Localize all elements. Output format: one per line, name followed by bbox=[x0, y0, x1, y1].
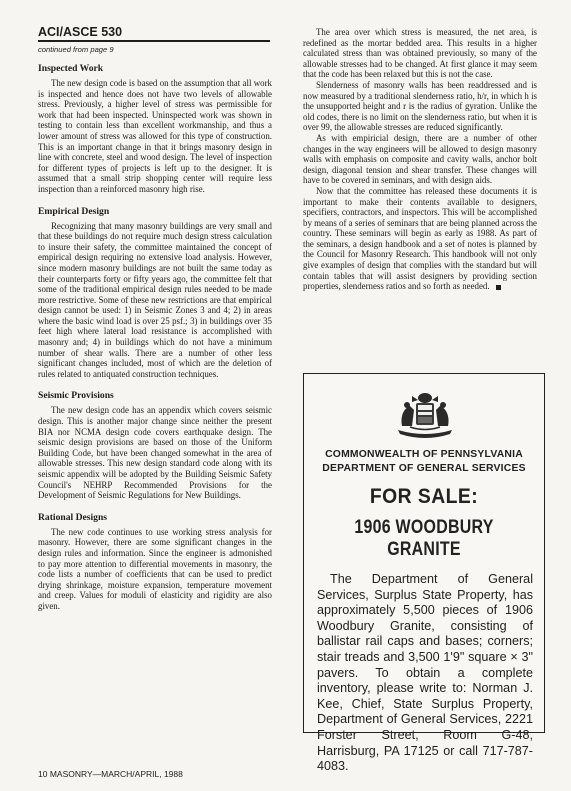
agency-name: COMMONWEALTH OF PENNSYLVANIA bbox=[325, 449, 523, 460]
section-heading: Rational Designs bbox=[38, 511, 108, 523]
paragraph-final bbox=[303, 186, 537, 292]
section-inspected-work bbox=[38, 63, 272, 195]
section-title: ACI/ASCE 530 bbox=[38, 25, 270, 42]
section-heading: Empirical Design bbox=[38, 205, 110, 217]
paragraph: The area over which stress is measured, the net area, is redefined as the mortar bedded area. This results in a higher calculated stress than was obtained previously, so many of the allowable stresses had to be changed. At first glance it may seem that the code has been relaxed but this is not the case. bbox=[303, 27, 537, 80]
section-heading: Inspected Work bbox=[38, 63, 104, 74]
for-sale-heading: FOR SALE: bbox=[369, 485, 479, 508]
ad-body-text: The Department of General Services, Surplus State Property, has approximately 5,500 pieces of 1906 Woodbury Granite, consisting of ballistar rail caps and bases; corners; stair treads and 3,500 1'9" square × 3" pavers. To obtain a complete inventory, please write to: Norman J. Kee, Chief, State Surplus Property, Department of General Services, 2221 Forster Street, Room G-48, Harrisburg, PA 17125 or call 717-787-4083. bbox=[317, 572, 533, 774]
paragraph: Slenderness of masonry walls has been readdressed and is now measured by a traditional slenderness ratio, h/r, in which h is the unsupported height and r is the radius of gyration. Unlike the old codes, there is no limit on the slenderness ratio, but when it is over 99, the allowable stresses are reduced significantly. bbox=[303, 79, 537, 133]
department-name: DEPARTMENT OF GENERAL SERVICES bbox=[322, 463, 526, 474]
paragraph: The new design code has an appendix which covers seismic design. This is another major change since neither the present BIA nor NCMA design code covers earthquake design. The seismic design provisions are based on those of the Uniform Building Code, but have been changed somewhat in the area of allowable stresses. This new design standard code along with its seismic appendix will be adopted by the Building Seismic Safety Council's NEHRP Recommended Provisions for the Development of Seismic Regulations for New Buildings. bbox=[38, 405, 272, 501]
page-footer: 10 MASONRY—MARCH/APRIL, 1988 bbox=[38, 769, 183, 779]
product-heading: 1906 WOODBURY GRANITE bbox=[354, 517, 494, 560]
end-mark-icon bbox=[496, 285, 501, 290]
continued-note: continued from page 9 bbox=[38, 45, 114, 54]
paragraph: The new code continues to use working stress analysis for masonry. However, there are some significant changes in the design rules and information. Since the engineer is admonished to pay more attention to differential movements in masonry, the code lists a number of coefficients that can be used to predict drying shrinkage, moisture expansion, temperature movement and creep. Values for moduli of elasticity and rigidity are also given. bbox=[38, 526, 272, 611]
for-sale-advertisement bbox=[303, 373, 545, 774]
section-seismic-provisions bbox=[38, 390, 272, 500]
pennsylvania-coat-of-arms-icon bbox=[392, 388, 458, 440]
section-heading: Seismic Provisions bbox=[38, 390, 114, 402]
section-empirical-design bbox=[38, 206, 272, 380]
section-rational-designs bbox=[38, 512, 272, 612]
right-column bbox=[303, 27, 537, 292]
paragraph: As with empiricial design, there are a number of other changes in the way engineers will be allowed to design masonry walls with emphasis on composite and cavity walls, anchor bolt design, diagonal tension and shear transfer. These changes will have to be covered in seminars, and with design aids. bbox=[303, 132, 537, 186]
paragraph: Recognizing that many masonry buildings are very small and that these buildings do not require much design stress calculation to insure their safety, the committee maintained the concept of empirical design requiring no extensive load analysis. However, since modern masonry buildings are not built the same today as their counterparts forty or fifty years ago, the committee felt that some of the traditional empirical design rules needed to be made more restrictive. Some of these new restrictions are that empirical design cannot be used: 1) in Seismic Zones 3 and 4; 2) in areas where the basic wind load is over 25 psf.; 3) in buildings over 35 feet high where lateral load resistance is accomplished with masonry and; 4) in buildings which do not have a minimum number of shear walls. There are a number of other less significant changes included, most of which are the deletion of rules related to antiquated construction techniques. bbox=[38, 220, 272, 379]
left-column bbox=[38, 25, 272, 623]
paragraph: The new design code is based on the assumption that all work is inspected and hence does not have two levels of allowable stress. Previously, a higher level of stress was permissible for work that had been inspected. Uninspected work was shown in testing to contain less than excellent workmanship, and thus a lower amount of stress was allowed for this type of construction. This is an important change in that it brings masonry design in line with concrete, steel and wood design. The level of inspection for different types of projects is left up to the designer. It is assumed that a small strip shopping center will require less inspection than a reinforced masonry high rise. bbox=[38, 78, 272, 194]
paragraph-text: Now that the committee has released these documents it is important to make their contents available to designers, specifiers, contractors, and inspectors. This will be accomplished by means of a series of seminars that are being planned across the country. These seminars will begin as early as 1988. As part of the seminars, a design handbook and a set of notes is planned by the Council for Masonry Research. This handbook will not only give examples of design that complies with the standard but will contain tables that will assist designers by providing section properties, slenderness ratios and so forth as needed. bbox=[303, 185, 537, 292]
